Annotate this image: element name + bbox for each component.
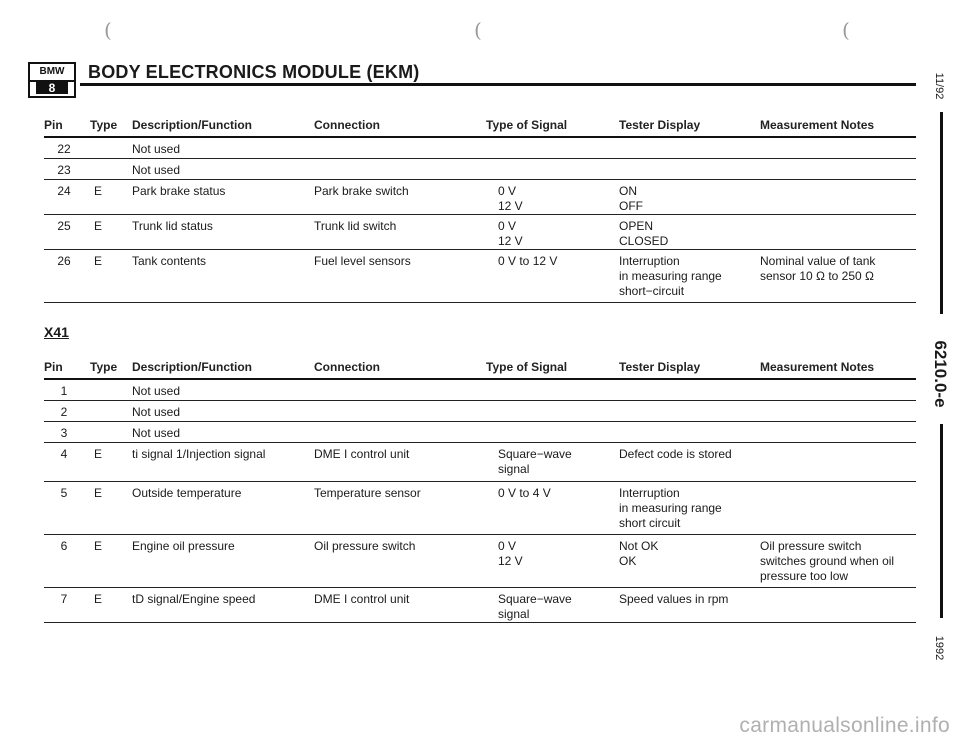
table-row — [44, 422, 916, 443]
page-title: BODY ELECTRONICS MODULE (EKM) — [88, 62, 420, 82]
description-cell: Not used — [132, 405, 181, 419]
pin-cell: 25 — [57, 219, 71, 233]
col-header-description: Description/Function — [132, 118, 252, 132]
signal-cell: 0 V to 4 V — [498, 486, 551, 500]
col-header-connection: Connection — [314, 118, 380, 132]
table-row — [44, 180, 916, 215]
bmw-8-series-logo — [28, 62, 76, 98]
notes-cell: Oil pressure switch switches ground when oil pressure too low — [760, 539, 895, 583]
pin-cell: 1 — [60, 384, 68, 398]
pin-cell: 6 — [60, 539, 68, 553]
tester-display-cell: Interruption in measuring range short−circuit — [619, 254, 722, 298]
col-header-signal-type: Type of Signal — [486, 118, 568, 132]
table-body — [44, 380, 916, 623]
connection-cell: DME I control unit — [314, 592, 410, 606]
tester-display-cell: Not OK OK — [619, 539, 659, 568]
description-cell: Not used — [132, 163, 181, 177]
margin-year-text: 1992 — [933, 635, 945, 661]
pin-cell: 22 — [57, 142, 71, 156]
tester-display-cell: Speed values in rpm — [619, 592, 729, 606]
margin-date — [930, 66, 948, 106]
col-header-signal-type: Type of Signal — [486, 360, 568, 374]
signal-cell: 0 V 12 V — [498, 219, 523, 248]
description-cell: Engine oil pressure — [132, 539, 235, 553]
table-header — [44, 360, 916, 374]
table-row — [44, 138, 916, 159]
pin-cell: 4 — [60, 447, 68, 461]
margin-bar-top — [940, 112, 943, 314]
col-header-measurement-notes: Measurement Notes — [760, 118, 875, 132]
connection-cell: Park brake switch — [314, 184, 409, 198]
signal-cell: Square−wave signal — [498, 447, 572, 476]
logo-model: 8 — [36, 82, 68, 94]
table-row — [44, 159, 916, 180]
pin-table-ekm — [44, 118, 916, 303]
type-cell: E — [94, 254, 103, 268]
col-header-type: Type — [90, 360, 118, 374]
table-body — [44, 138, 916, 303]
pin-cell: 24 — [57, 184, 71, 198]
description-cell: Trunk lid status — [132, 219, 213, 233]
col-header-tester-display: Tester Display — [619, 118, 701, 132]
notes-cell: Nominal value of tank sensor 10 Ω to 250 Ω — [760, 254, 876, 283]
table-row — [44, 380, 916, 401]
signal-cell: 0 V 12 V — [498, 184, 523, 213]
pin-cell: 2 — [60, 405, 68, 419]
connection-cell: Oil pressure switch — [314, 539, 416, 553]
tester-display-cell: Interruption in measuring range short circuit — [619, 486, 722, 530]
signal-cell: 0 V to 12 V — [498, 254, 558, 268]
col-header-pin: Pin — [44, 118, 63, 132]
margin-date-text: 11/92 — [933, 72, 945, 100]
table-row — [44, 443, 916, 482]
col-header-tester-display: Tester Display — [619, 360, 701, 374]
signal-cell: Square−wave signal — [498, 592, 572, 621]
margin-doc-code — [930, 334, 950, 414]
description-cell: Not used — [132, 426, 181, 440]
type-cell: E — [94, 486, 103, 500]
table-row — [44, 482, 916, 535]
col-header-measurement-notes: Measurement Notes — [760, 360, 875, 374]
pin-cell: 23 — [57, 163, 71, 177]
connection-cell: Fuel level sensors — [314, 254, 411, 268]
pin-table-x41 — [44, 360, 916, 623]
pin-cell: 5 — [60, 486, 68, 500]
connection-cell: Temperature sensor — [314, 486, 421, 500]
table-header — [44, 118, 916, 132]
description-cell: Tank contents — [132, 254, 207, 268]
table-row — [44, 215, 916, 250]
pin-cell: 7 — [60, 592, 68, 606]
watermark: carmanualsonline.info — [739, 714, 950, 737]
description-cell: Not used — [132, 142, 181, 156]
tester-display-cell: Defect code is stored — [619, 447, 732, 461]
logo-brand: BMW — [30, 64, 74, 82]
pin-cell: 3 — [60, 426, 68, 440]
col-header-description: Description/Function — [132, 360, 252, 374]
tester-display-cell: OPEN CLOSED — [619, 219, 669, 248]
description-cell: tD signal/Engine speed — [132, 592, 256, 606]
type-cell: E — [94, 592, 103, 606]
tester-display-cell: ON OFF — [619, 184, 643, 213]
connector-label-x41: X41 — [44, 324, 69, 340]
description-cell: ti signal 1/Injection signal — [132, 447, 266, 461]
table-row — [44, 250, 916, 303]
table-row — [44, 535, 916, 588]
col-header-type: Type — [90, 118, 118, 132]
type-cell: E — [94, 539, 103, 553]
margin-doc-code-text: 6210.0-e — [931, 340, 950, 408]
table-row — [44, 588, 916, 623]
type-cell: E — [94, 184, 103, 198]
type-cell: E — [94, 447, 103, 461]
description-cell: Park brake status — [132, 184, 226, 198]
connection-cell: Trunk lid switch — [314, 219, 397, 233]
signal-cell: 0 V 12 V — [498, 539, 523, 568]
col-header-connection: Connection — [314, 360, 380, 374]
margin-bar-bottom — [940, 424, 943, 618]
table-row — [44, 401, 916, 422]
description-cell: Not used — [132, 384, 181, 398]
type-cell: E — [94, 219, 103, 233]
margin-year — [930, 628, 948, 668]
col-header-pin: Pin — [44, 360, 63, 374]
description-cell: Outside temperature — [132, 486, 242, 500]
title-rule — [80, 83, 916, 86]
pin-cell: 26 — [57, 254, 71, 268]
connection-cell: DME I control unit — [314, 447, 410, 461]
